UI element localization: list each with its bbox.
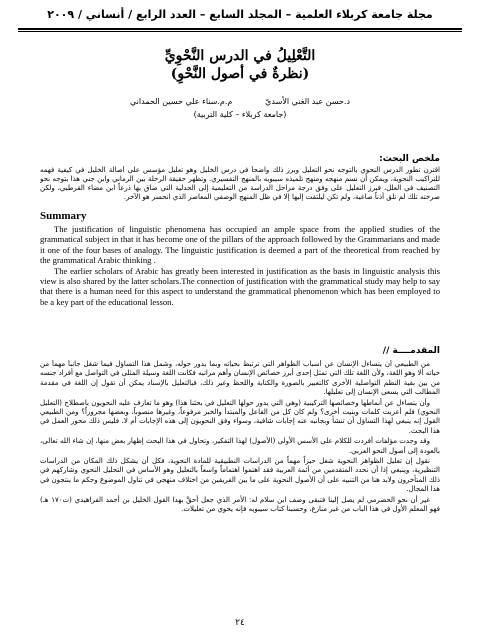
summary-paragraph: The justification of linguistic phenomena has occupied an ample space from the applied studies of the grammatical subject in that it has become one of the pillars of the approach followed by the Grammarians and made it one of the four bases of analogy. The linguistic justification is deemed a part of the theoretical from reached by the grammatical Arabic thinking . xyxy=(40,224,440,266)
body-paragraph: من الطبيعي أن يتساءل الإنسان عن أسباب الظواهر التي ترتبط بحياته وبما يدور حوله، وشمل هذا التساؤل فيما شغل جانباً مهماً من حياته ألا وهو اللغة، ولأن اللغة تلك التي تمثل إحدى أبرز خصائص الإنسان وأهم مراتبه فكانت اللغة وسيلة المثلى في التواصل مع أفراد جنسه من بين بقية النظم التواصلية الأخرى كالتعبير بالصورة والكتابة واللحظ وغير ذلك، فبالتعليل بالإسناد يمكن أن تقول إن اللغة في مقدمة المطالب التي يسعى الإنسان إلى تعليلها. xyxy=(40,360,440,397)
author-1: د.حسن عبد الغني الأسديّ xyxy=(265,97,350,106)
body-paragraph: وأن يتساءل عن أنماطها وخصائصها التركيبية (وهي التي يدور حولها التعليل في بحثنا هذا) وهو ما تعارف عليه النحويون باصطلاح (التعليل النحوي) فلم أعربت كلمات وبنيت أخرى؟ ولم كان كل من الفاعل والمبتدأ والخبر مرفوعاً، وغيرها منصوباً، وبعضها مجروراً؟ ومن الطبيعي القول إنه ينبغي لهذا التساؤل أن تنشأ وبجانبه عنه إجابات شافية، وسواء وفق النحويون إلى هذه الإجابات أم لا، فليس ذلك محور العمل في هذا البحث. xyxy=(40,398,440,435)
header-rule-thin xyxy=(18,31,462,32)
authors xyxy=(130,97,350,109)
body-paragraph: غير أن نحو الحضرمي لم يصل إلينا فتبقى وصف ابن سلام له: الأمر الذي جعل أحقَّ بهذا القول الخليل بن أحمد الفراهيدي (ت١٧٠ هـ) فهو المعلم الأول في هذا الباب من غير منازع، وحسبنا كتاب سيبويه فإنه يحوي من تعليلات. xyxy=(40,495,440,514)
introduction-heading: المقدمــــة // xyxy=(382,346,440,356)
abstract-text: اقترن تطور الدرس النحوي بالتوجه نحو التعليل وبرز ذلك واضحاً في درس الخليل وهو تعليل مؤسس على أصالة الخليل في كيفية فهمه للتراكيب النحوية، ويمكن أن نسم منهجه ومنهج تلميذه سيبويه بالمنهج التفسيري. وتظهر حقيقة الرحلة بين الرماني وابن جني هذا بتوجه نحو التصنيف في العلل، فبرز التعليل على وفق درجة مراحل الدراسة من التعليمية إلى الجدلية التي ضاق بها ذرعاً ابن مضاء القرطبي، ولكن صرخته تلك لم تلق أذناً صاغية، ولم تكن ليلتفت إليها إلا في ظل المنهج الوصفي المعاصر الذي انحسر هو الآخر. xyxy=(40,166,440,201)
paper-title: التَّعْلِيلُ في الدرس النَّحْوِيِّ xyxy=(164,48,316,64)
body-paragraph: نقول إن تعليل الظواهر النحوية شغل حيزاً مهماً من الدراسات التطبيقية للمادة النحوية، فكل أن يشكل ذلك المكان من الدراسات التنظيرية، وينبغي إذا أن نحدد المتقدمين من أئمة العربية فقد اهتموا اهتماماً واسعاً بالتعليل وهو الأساس في التحليل النحوي وشاركهم في ذلك المتأخرون ولابد هنا من التنبيه على أن الأصول النحوية على ما بين الفريقين من اختلاف منهجي في تناول الموضوع وحكم ما ينتجون في هذا المجال. xyxy=(40,457,440,494)
summary-paragraph: The earlier scholars of Arabic has greatly been interested in justification as the basis in linguistic analysis this view is also shared by the latter scholars.The connection of justification with the grammatical study may help to say that there is a human need for this aspect to understand the grammatical phenomenon which has been employed to be a key part of the educational lesson. xyxy=(40,265,440,307)
introduction-body xyxy=(40,360,440,614)
abstract-heading: ملخص البحث: xyxy=(379,154,440,164)
summary-body xyxy=(40,224,440,328)
body-paragraph: وقد وجدت مؤلفات أفردت للكلام على الأسس الأولى (الأصول) لهذا التفكير، وتحاول في هذا البحث إظهار بعض منها، إن شاء الله تعالى، بالعودة إلى أصول النحو العربي. xyxy=(40,437,440,455)
affiliation: (جامعة كربلاء – كلية التربية) xyxy=(193,110,287,119)
header-rule xyxy=(18,28,462,30)
summary-heading: Summary xyxy=(40,210,87,222)
page-number: ٢٤ xyxy=(235,618,245,628)
author-2: م.م.سناء علي حسين الحمداني xyxy=(130,97,233,106)
paper-subtitle: (نظرةٌ في أصول النَّحْوِ) xyxy=(170,66,310,82)
journal-header: مجلة جامعة كربلاء العلمية – المجلد السابع – العدد الرابع / أنساني / ٢٠٠٩ xyxy=(47,8,433,21)
